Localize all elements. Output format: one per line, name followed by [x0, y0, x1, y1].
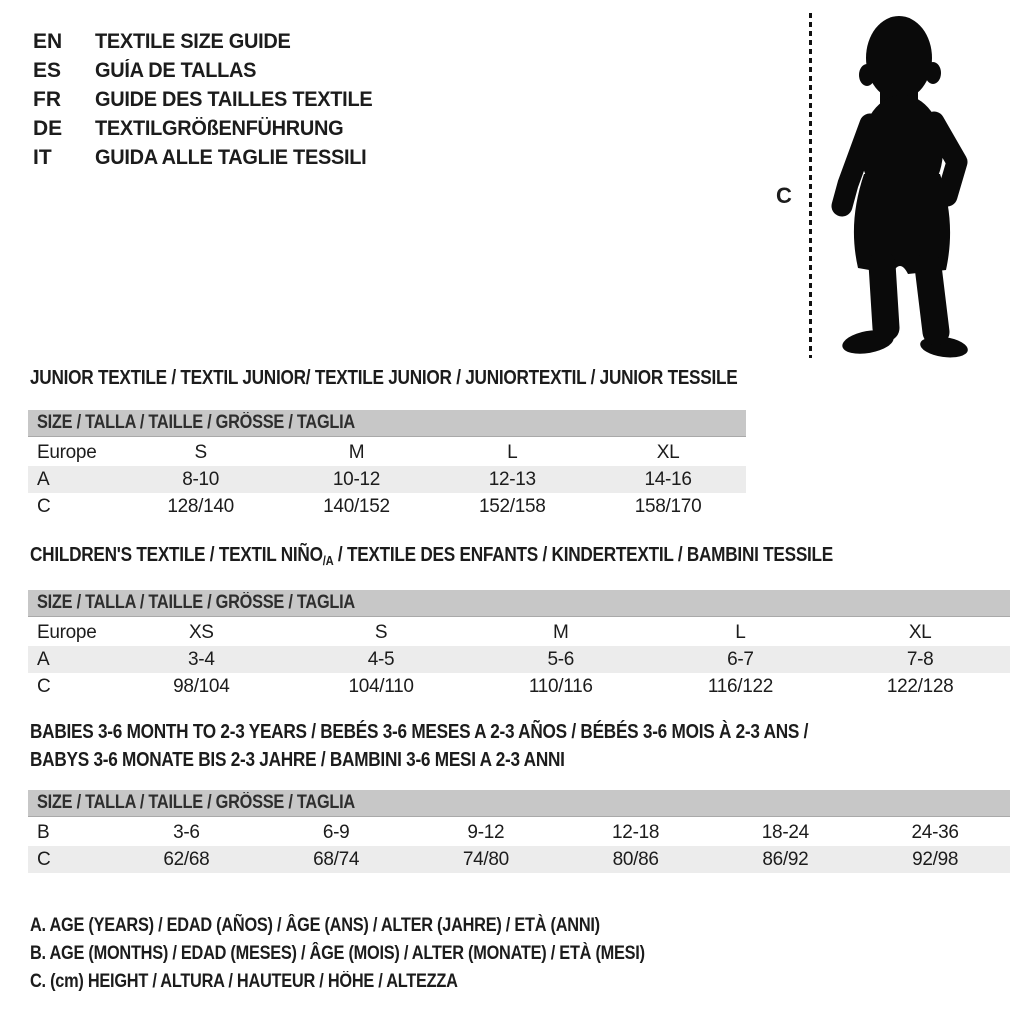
junior-section-title-text: JUNIOR TEXTILE / TEXTIL JUNIOR/ TEXTILE JUNIOR / JUNIORTEXTIL / JUNIOR TESSILE: [30, 367, 738, 389]
table-cell: 92/98: [912, 848, 959, 870]
table-cell: 68/74: [313, 848, 360, 870]
table-cell: XL: [908, 621, 932, 643]
table-cell: S: [374, 621, 388, 643]
table-row: [28, 646, 1010, 673]
size-header-bar: [28, 590, 1010, 617]
junior-size-table: [28, 410, 746, 520]
children-title-prefix: CHILDREN'S TEXTILE / TEXTIL NIÑO: [30, 544, 323, 566]
row-label-cell: Europe: [37, 441, 97, 463]
babies-section-title-line1: [30, 721, 935, 744]
language-code: IT: [33, 145, 52, 169]
language-label: GUIDE DES TAILLES TEXTILE: [95, 87, 373, 111]
table-cell: 80/86: [612, 848, 659, 870]
toddler-silhouette-icon: [820, 12, 984, 365]
children-title-suffix: / TEXTILE DES ENFANTS / KINDERTEXTIL / BAMBINI TESSILE: [333, 544, 834, 566]
table-row: [28, 466, 746, 493]
table-cell: 12-13: [488, 468, 536, 490]
children-section-title-text: [30, 544, 833, 568]
language-label: TEXTILGRÖßENFÜHRUNG: [95, 116, 344, 140]
row-label-cell: C: [37, 495, 51, 517]
language-title-block: [33, 27, 387, 172]
table-row: [28, 493, 746, 520]
size-header-bar: [28, 410, 746, 437]
babies-section-title-line2-text: BABYS 3-6 MONATE BIS 2-3 JAHRE / BAMBINI 3-6 MESI A 2-3 ANNI: [30, 749, 565, 771]
table-cell: 10-12: [332, 468, 381, 490]
table-cell: M: [348, 441, 365, 463]
height-marker-label: C: [776, 183, 792, 208]
table-cell: L: [507, 441, 518, 463]
table-row: [28, 619, 1010, 646]
children-title-sub: /A: [322, 553, 334, 568]
babies-size-table: [28, 790, 1010, 873]
row-label-cell: Europe: [37, 621, 97, 643]
table-row: [28, 819, 1010, 846]
table-cell: 9-12: [467, 821, 505, 843]
table-row: [28, 846, 1010, 873]
table-cell: 158/170: [634, 495, 702, 517]
table-cell: 7-8: [906, 648, 934, 670]
size-header-label: SIZE / TALLA / TAILLE / GRÖSSE / TAGLIA: [37, 412, 355, 433]
measurement-legend: [30, 915, 745, 999]
table-cell: 5-6: [547, 648, 574, 670]
language-row: [33, 56, 387, 85]
size-header-label: SIZE / TALLA / TAILLE / GRÖSSE / TAGLIA: [37, 792, 355, 813]
language-label: TEXTILE SIZE GUIDE: [95, 29, 291, 53]
table-cell: 122/128: [886, 675, 954, 697]
language-code: FR: [33, 87, 61, 111]
table-cell: 24-36: [911, 821, 959, 843]
table-cell: 8-10: [182, 468, 220, 490]
table-cell: 86/92: [762, 848, 809, 870]
table-cell: XL: [656, 441, 680, 463]
language-row: [33, 143, 387, 172]
table-row: [28, 439, 746, 466]
legend-line-c-text: C. (cm) HEIGHT / ALTURA / HAUTEUR / HÖHE / ALTEZZA: [30, 971, 458, 992]
table-cell: 3-4: [188, 648, 215, 670]
table-cell: 116/122: [707, 675, 774, 697]
legend-line-b-text: B. AGE (MONTHS) / EDAD (MESES) / ÂGE (MOIS) / ALTER (MONATE) / ETÀ (MESI): [30, 943, 645, 964]
table-cell: 152/158: [478, 495, 546, 517]
babies-section-title-line2: [30, 749, 652, 772]
legend-line-b: [30, 943, 745, 971]
table-row: [28, 673, 1010, 700]
table-cell: 14-16: [644, 468, 692, 490]
babies-section-title-line1-text: BABIES 3-6 MONTH TO 2-3 YEARS / BEBÉS 3-6 MESES A 2-3 AÑOS / BÉBÉS 3-6 MOIS À 2-3 ANS /: [30, 721, 809, 743]
size-header-label: SIZE / TALLA / TAILLE / GRÖSSE / TAGLIA: [37, 592, 355, 613]
junior-section-title: [30, 367, 853, 390]
row-label-cell: B: [37, 821, 50, 843]
language-code: ES: [33, 58, 62, 82]
table-cell: 104/110: [348, 675, 414, 697]
size-header-bar: [28, 790, 1010, 817]
table-cell: 98/104: [173, 675, 230, 697]
table-cell: 74/80: [462, 848, 509, 870]
language-row: [33, 114, 387, 143]
language-label: GUÍA DE TALLAS: [95, 58, 257, 82]
children-section-title: [30, 544, 964, 568]
row-label-cell: C: [37, 848, 51, 870]
table-cell: 6-7: [727, 648, 754, 670]
language-code: DE: [33, 116, 63, 140]
language-row: [33, 27, 387, 56]
table-cell: 6-9: [322, 821, 350, 843]
table-cell: 12-18: [612, 821, 660, 843]
row-label-cell: A: [37, 648, 50, 670]
legend-line-a-text: A. AGE (YEARS) / EDAD (AÑOS) / ÂGE (ANS) / ALTER (JAHRE) / ETÀ (ANNI): [30, 915, 600, 936]
table-cell: M: [552, 621, 569, 643]
legend-line-c: [30, 971, 745, 999]
row-label-cell: C: [37, 675, 51, 697]
language-label: GUIDA ALLE TAGLIE TESSILI: [95, 145, 367, 169]
table-cell: 128/140: [167, 495, 234, 517]
table-cell: S: [194, 441, 207, 463]
table-cell: 4-5: [367, 648, 395, 670]
legend-line-a: [30, 915, 745, 943]
table-cell: 140/152: [323, 495, 390, 517]
language-code: EN: [33, 29, 63, 53]
table-cell: 3-6: [173, 821, 200, 843]
table-cell: 18-24: [761, 821, 809, 843]
table-cell: 110/116: [528, 675, 593, 697]
table-cell: XS: [188, 621, 214, 643]
height-dashed-line: [809, 13, 812, 358]
language-row: [33, 85, 387, 114]
table-cell: 62/68: [163, 848, 210, 870]
children-size-table: [28, 590, 1010, 700]
row-label-cell: A: [37, 468, 50, 490]
table-cell: L: [735, 621, 746, 643]
